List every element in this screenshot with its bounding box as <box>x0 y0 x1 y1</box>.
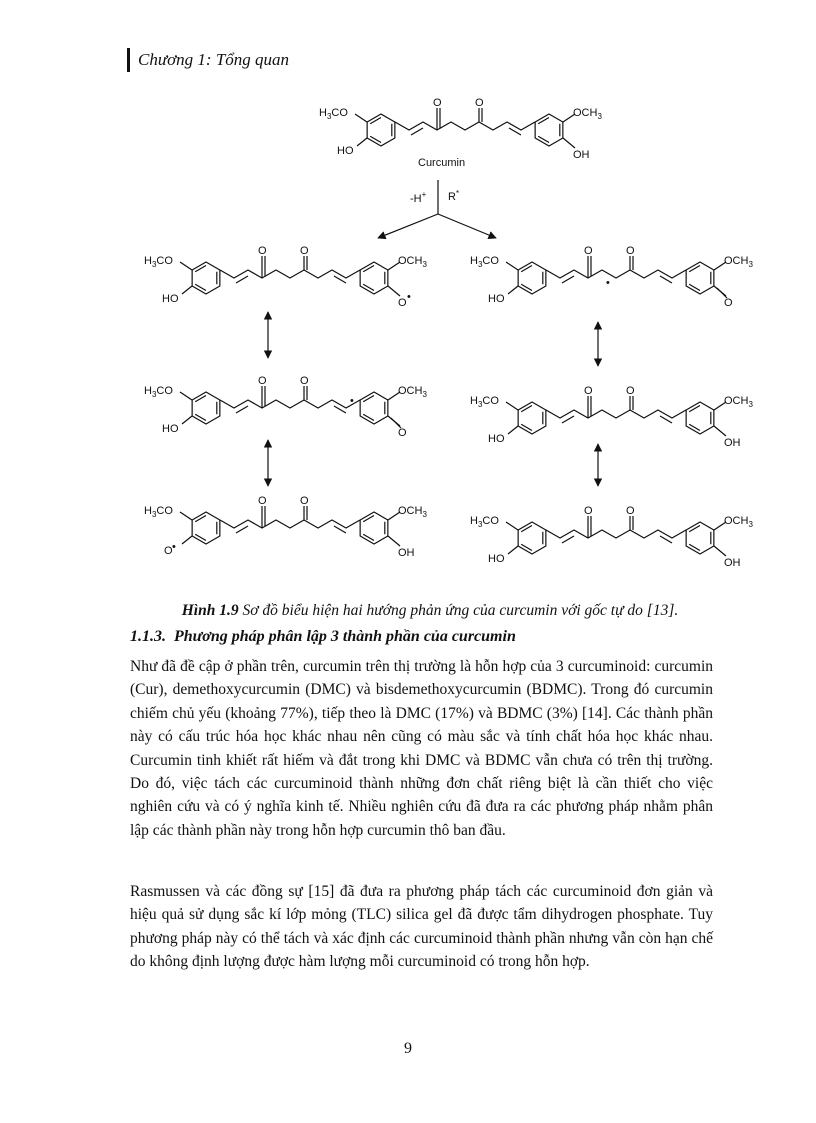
methoxy-group: $H_3CO$ <box>470 255 499 269</box>
carbonyl-oxygen: O <box>300 375 309 387</box>
benzene-ring <box>686 262 714 294</box>
quinone-oxygen: O <box>724 297 733 309</box>
figure-label: Hình 1.9 <box>181 602 239 619</box>
methoxy-group: $H_3CO$ <box>470 515 499 529</box>
hydroxyl-group: HO <box>488 433 505 445</box>
curcumin-label: Curcumin <box>418 157 466 169</box>
benzene-ring <box>686 522 714 554</box>
heptadienone-chain <box>220 270 360 278</box>
heptadienone-chain <box>546 530 686 538</box>
benzene-ring <box>535 114 563 146</box>
benzene-ring <box>192 392 220 424</box>
benzene-ring <box>192 262 220 294</box>
hydroxyl-group: HO <box>337 145 354 157</box>
carbonyl-oxygen: O <box>626 505 635 517</box>
curcuminoid-structure <box>144 245 427 309</box>
figure-caption <box>130 602 730 620</box>
carbonyl-oxygen: O <box>258 245 267 257</box>
hydroxyl-group: HO <box>488 293 505 305</box>
curcuminoid-structure <box>144 495 427 559</box>
carbonyl-oxygen: O <box>433 97 442 109</box>
phenoxy-oxygen: O <box>398 297 407 309</box>
radical-dot: • <box>407 291 411 303</box>
methoxy-group: $H_3CO$ <box>144 505 173 519</box>
carbonyl-oxygen: O <box>258 495 267 507</box>
section-title: Phương pháp phân lập 3 thành phần của curcumin <box>174 628 516 645</box>
heptadienone-chain <box>220 400 360 408</box>
carbonyl-oxygen: O <box>475 97 484 109</box>
curcuminoid-structure <box>470 245 753 309</box>
methoxy-group: $H_3CO$ <box>144 385 173 399</box>
methoxy-group: $OCH_3$ <box>724 515 753 529</box>
reaction-scheme <box>120 88 753 588</box>
benzene-ring <box>518 522 546 554</box>
methoxy-group: $OCH_3$ <box>724 255 753 269</box>
heptadienone-chain <box>220 520 360 528</box>
carbonyl-oxygen: O <box>300 495 309 507</box>
methoxy-group: $H_3CO$ <box>144 255 173 269</box>
paragraph-1: Như đã đề cập ở phần trên, curcumin trên thị trường là hỗn hợp của 3 curcuminoid: curcumin (Cur), demethoxycurcumin (DMC) và bisdemethoxycurcumin (BDMC). Trong đó curcumin chiếm chủ yếu (khoảng 77%), tiếp theo là DMC (17%) và BDMC (3%) [14]. Các thành phần này có cấu trúc hóa học khác nhau nên cũng có màu sắc và tính chất hóa học khác nhau. Curcumin tinh khiết rất hiếm và đắt trong khi DMC và BDMC vẫn chưa có trên thị trường. Do đó, việc tách các curcuminoid thành những đơn chất riêng biệt là cần thiết cho việc nghiên cứu và có ý nghĩa kinh tế. Nhiều nghiên cứu đã đưa ra các phương pháp nhằm phân lập các thành phần này trong hỗn hợp curcumin thô ban đầu. <box>130 658 713 839</box>
section-heading <box>130 628 516 646</box>
benzene-ring <box>360 512 388 544</box>
paragraph-2: Rasmussen và các đồng sự [15] đã đưa ra phương pháp tách các curcuminoid đơn giản và hiệu quả sử dụng sắc kí lớp mỏng (TLC) silica gel đã được tẩm dihydrogen phosphate. Tuy phương pháp này có thể tách và xác định các curcuminoid thành phần nhưng vẫn còn hạn chế do không định lượng được hàm lượng mỗi curcuminoid có trong hỗn hợp. <box>130 883 713 971</box>
benzene-ring <box>686 402 714 434</box>
heptadienone-chain <box>395 122 535 130</box>
carbonyl-oxygen: O <box>584 245 593 257</box>
benzene-ring <box>192 512 220 544</box>
section-number: 1.1.3. <box>130 628 166 645</box>
curcuminoid-structure <box>144 375 427 439</box>
carbonyl-oxygen: O <box>584 505 593 517</box>
hydroxyl-group: OH <box>398 547 415 559</box>
phenoxy-oxygen: O <box>164 545 173 557</box>
hydroxyl-group: HO <box>488 553 505 565</box>
carbonyl-oxygen: O <box>258 375 267 387</box>
hydroxyl-group: OH <box>573 149 590 161</box>
curcuminoid-structure <box>470 385 753 449</box>
page-number: 9 <box>404 1040 412 1057</box>
hydroxyl-group: HO <box>162 423 179 435</box>
methoxy-group: $OCH_3$ <box>724 395 753 409</box>
radical-dot: • <box>172 541 176 553</box>
benzene-ring <box>360 392 388 424</box>
reaction-arrows <box>268 180 598 486</box>
heptadienone-chain <box>546 410 686 418</box>
figure-caption-text: Sơ đồ biểu hiện hai hướng phản ứng của curcumin với gốc tự do [13]. <box>238 602 679 619</box>
methoxy-group: $H_3CO$ <box>319 107 348 121</box>
hydroxyl-group: OH <box>724 437 741 449</box>
carbonyl-oxygen: O <box>300 245 309 257</box>
benzene-ring <box>360 262 388 294</box>
carbonyl-oxygen: O <box>584 385 593 397</box>
methoxy-group: $OCH_3$ <box>398 255 427 269</box>
benzene-ring <box>518 262 546 294</box>
reaction-scheme-svg <box>120 88 753 588</box>
carbonyl-oxygen: O <box>626 385 635 397</box>
radical-dot: • <box>606 277 610 289</box>
curcuminoid-structure <box>319 97 602 161</box>
methoxy-group: $OCH_3$ <box>398 505 427 519</box>
hydroxyl-group: OH <box>724 557 741 569</box>
methoxy-group: $OCH_3$ <box>398 385 427 399</box>
chapter-title: Chương 1: Tổng quan <box>138 50 290 69</box>
methoxy-group: $OCH_3$ <box>573 107 602 121</box>
hydroxyl-group: HO <box>162 293 179 305</box>
chapter-header <box>127 48 289 72</box>
carbonyl-oxygen: O <box>626 245 635 257</box>
methoxy-group: $H_3CO$ <box>470 395 499 409</box>
radical-label: R* <box>448 189 460 203</box>
quinone-oxygen: O <box>398 427 407 439</box>
radical-dot: • <box>350 395 354 407</box>
benzene-ring <box>518 402 546 434</box>
heptadienone-chain <box>546 270 686 278</box>
deprotonation-label: -H+ <box>410 190 427 205</box>
curcuminoid-structure <box>470 505 753 569</box>
benzene-ring <box>367 114 395 146</box>
